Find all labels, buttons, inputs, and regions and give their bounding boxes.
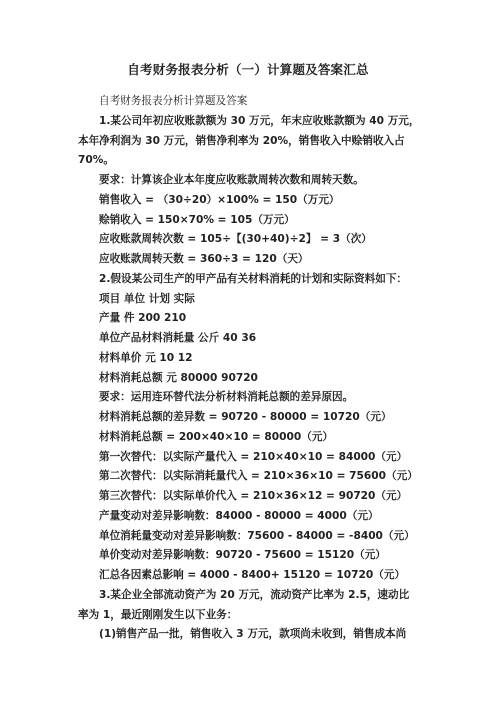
body-line: 产量变动对差异影响数：84000 - 80000 = 4000（元） [99,509,379,522]
body-line: 材料消耗总额 = 200×40×10 = 80000（元） [99,430,334,443]
body-line: 产量 件 200 210 [99,312,187,325]
body-line: 第一次替代：以实际产量代入 = 210×40×10 = 84000（元） [99,450,408,463]
body-line: 单价变动对差异影响数：90720 - 75600 = 15120（元） [99,549,386,562]
body-line: 率为 1，最近刚刚发生以下业务： [78,608,238,621]
body-line: 1.某公司年初应收账款额为 30 万元，年末应收账款额为 40 万元， [99,114,420,127]
document-title: 自考财务报表分析（一）计算题及答案汇总 [127,62,369,77]
body-line: 2.假设某公司生产的甲产品有关材料消耗的计划和实际资料如下： [99,272,408,285]
body-line: 应收账款周转次数 = 105÷【(30+40)÷2】 = 3（次） [99,233,372,246]
body-line: 单位消耗量变动对差异影响数：75600 - 84000 = -8400（元） [99,529,415,542]
body-line: 材料单价 元 10 12 [99,351,193,364]
body-line: 赊销收入 = 150×70% = 105（万元） [99,213,295,226]
body-line: 本年净利润为 30 万元，销售净利率为 20%，销售收入中赊销收入占 [78,134,405,147]
body-line: 汇总各因素总影响 = 4000 - 8400+ 15120 = 10720（元） [99,569,406,581]
body-line: 单位产品材料消耗量 公斤 40 36 [99,332,257,344]
body-line: (1)销售产品一批，销售收入 3 万元，款项尚未收到，销售成本尚 [99,628,407,641]
body-line: 要求：计算该企业本年度应收账款周转次数和周转天数。 [99,174,364,186]
subtitle-line: 自考财务报表分析计算题及答案 [99,95,248,107]
body-line: 要求：运用连环替代法分析材料消耗总额的差异原因。 [99,391,354,404]
body-line: 材料消耗总额 元 80000 90720 [99,371,258,384]
body-line: 应收账款周转天数 = 360÷3 = 120（天） [99,253,309,265]
document-body [78,92,438,645]
body-line: 销售收入 = （30÷20）×100% = 150（万元） [99,193,340,206]
body-line: 项目 单位 计划 实际 [99,292,195,305]
body-line: 第三次替代：以实际单价代入 = 210×36×12 = 90720（元） [99,490,408,502]
body-line: 材料消耗总额的差异数 = 90720 - 80000 = 10720（元） [99,411,392,423]
body-line: 第二次替代：以实际消耗量代入 = 210×36×10 = 75600（元） [99,470,418,483]
body-line: 3.某企业全部流动资产为 20 万元，流动资产比率为 2.5，速动比 [99,588,410,601]
body-line: 70%。 [78,154,114,167]
